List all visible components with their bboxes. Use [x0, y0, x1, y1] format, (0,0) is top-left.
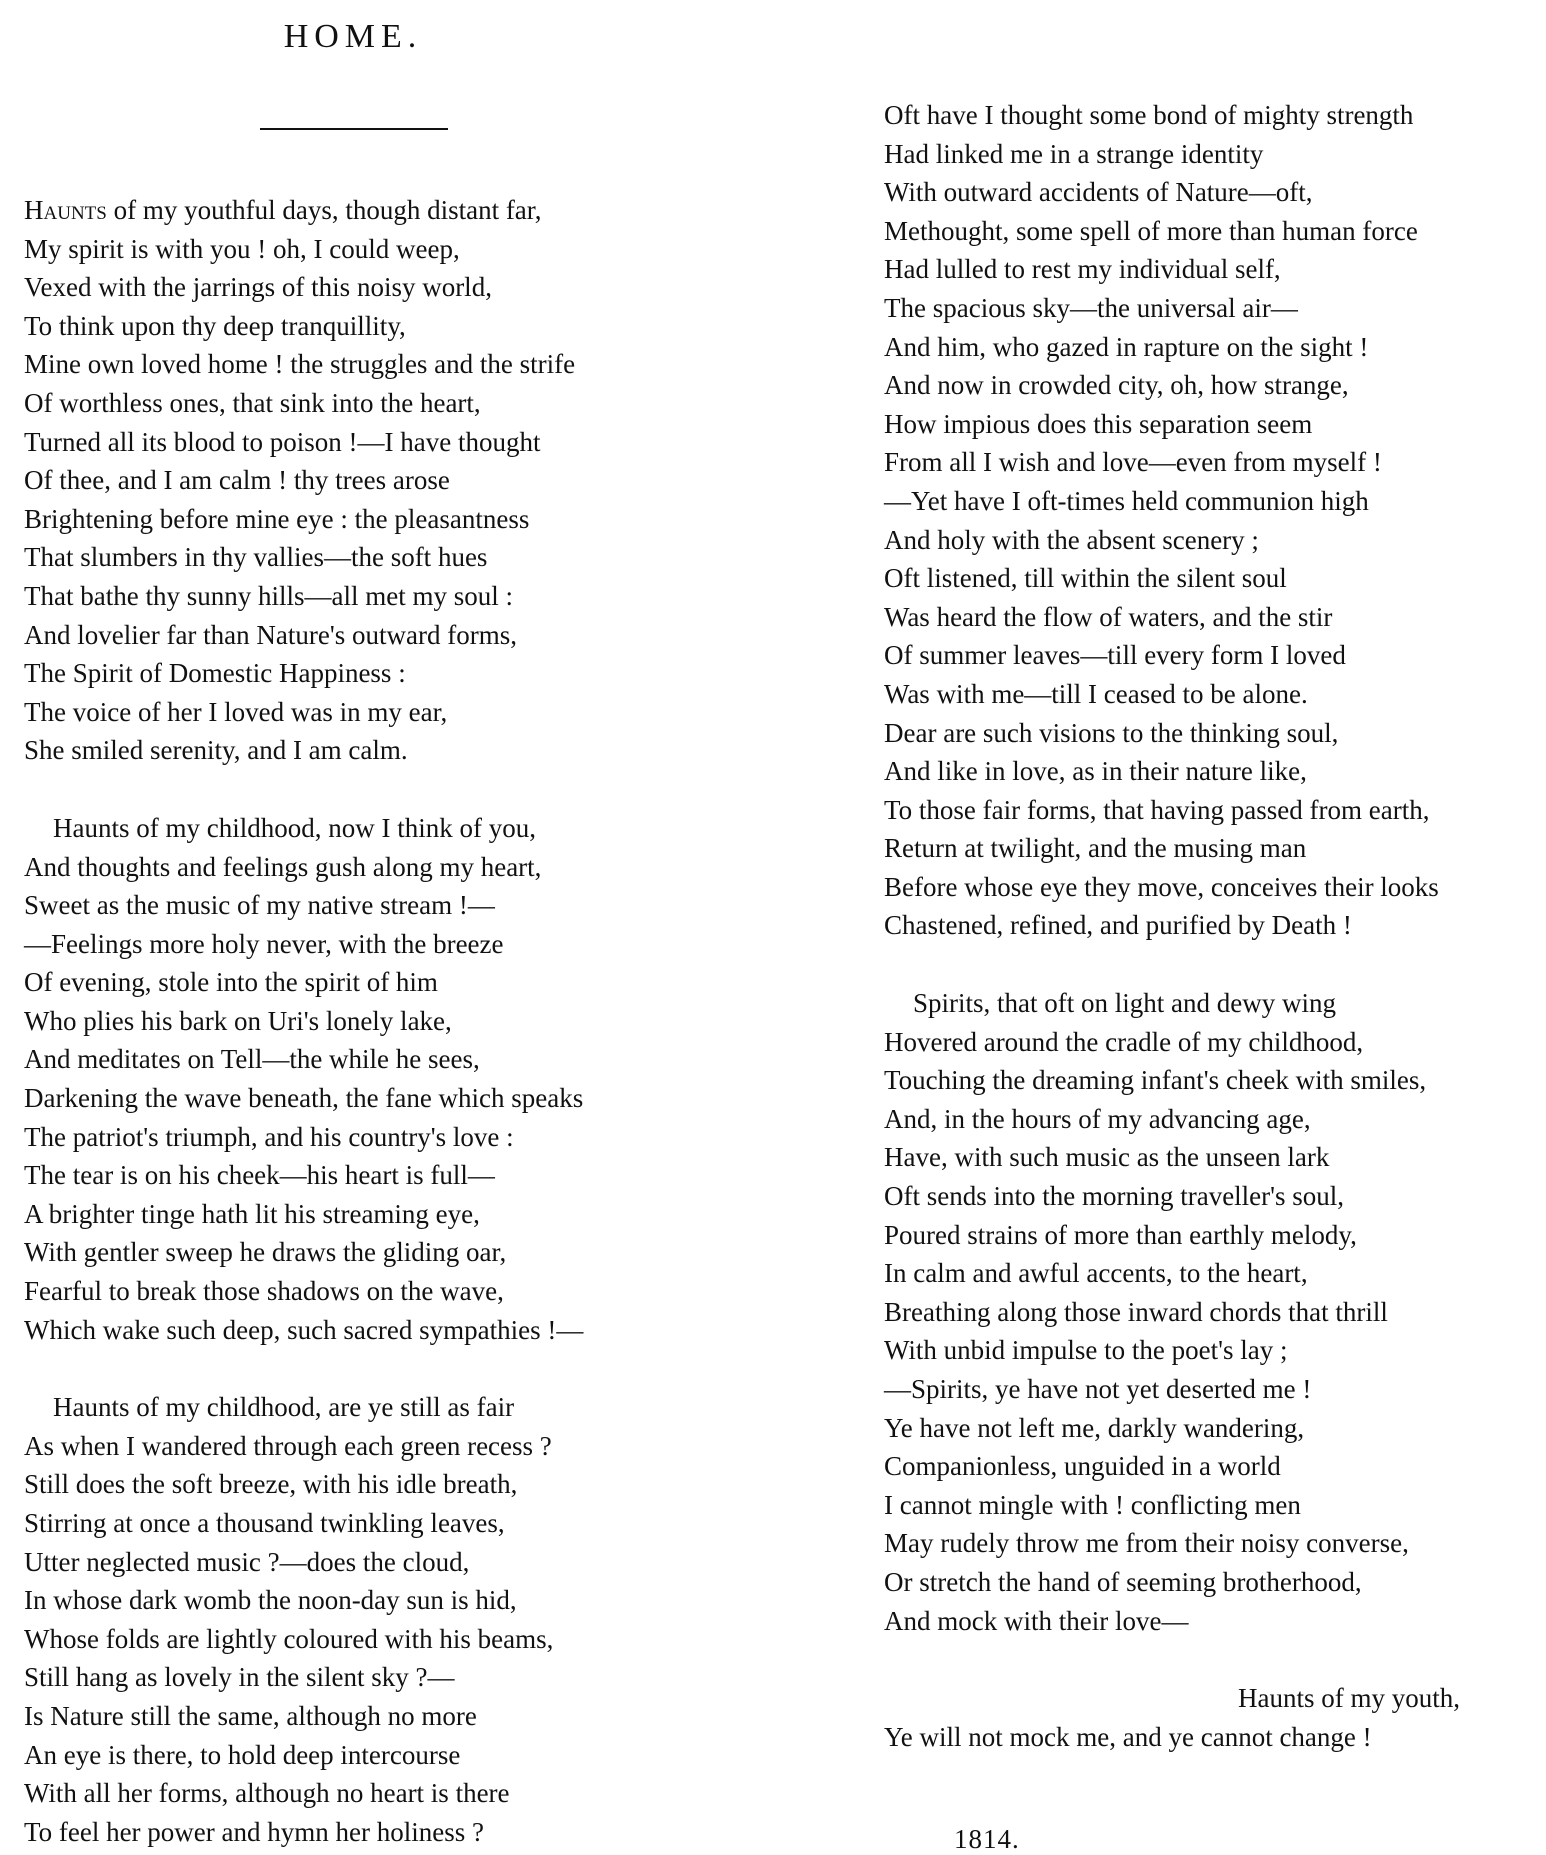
- right-column: [884, 96, 1460, 1756]
- opening-line-rest: of my youthful days, though distant far,: [106, 195, 542, 225]
- poem-line: Ye will not mock me, and ye cannot change !: [884, 1721, 1372, 1752]
- poem-line: And like in love, as in their nature like,: [884, 756, 1307, 787]
- poem-line: Of thee, and I am calm ! thy trees arose: [24, 465, 450, 496]
- stanza-3: [24, 1388, 583, 1851]
- stanza-1: [24, 191, 583, 770]
- poem-line: And thoughts and feelings gush along my heart,: [24, 851, 542, 882]
- poem-line: From all I wish and love—even from myself !: [884, 447, 1382, 478]
- poem-line: Of summer leaves—till every form I loved: [884, 640, 1346, 671]
- poem-line: She smiled serenity, and I am calm.: [24, 735, 408, 766]
- stanza-gap: [884, 1640, 1460, 1679]
- poem-line: Mine own loved home ! the struggles and the strife: [24, 349, 576, 380]
- poem-line: May rudely throw me from their noisy converse,: [884, 1528, 1409, 1559]
- poem-line: I cannot mingle with ! conflicting men: [884, 1489, 1301, 1520]
- stanza-gap: [884, 945, 1460, 984]
- poem-line: To those fair forms, that having passed from earth,: [884, 794, 1430, 825]
- poem-line: With unbid impulse to the poet's lay ;: [884, 1335, 1288, 1366]
- poem-line: The voice of her I loved was in my ear,: [24, 696, 448, 727]
- poem-line: Whose folds are lightly coloured with his beams,: [24, 1623, 554, 1654]
- poem-date: 1814.: [954, 1824, 1020, 1854]
- poem-line: Was with me—till I ceased to be alone.: [884, 678, 1308, 709]
- stanza-2: [24, 809, 583, 1349]
- poem-line: Touching the dreaming infant's cheek with smiles,: [884, 1065, 1427, 1096]
- poem-line: Oft sends into the morning traveller's soul,: [884, 1181, 1345, 1212]
- poem-line: Breathing along those inward chords that thrill: [884, 1296, 1388, 1327]
- poem-line: Haunts of my childhood, now I think of you,: [53, 812, 536, 843]
- poem-line: Darkening the wave beneath, the fane which speaks: [24, 1083, 584, 1114]
- poem-line: And, in the hours of my advancing age,: [884, 1103, 1311, 1134]
- poem-line: With outward accidents of Nature—oft,: [884, 177, 1313, 208]
- poem-line: Was heard the flow of waters, and the stir: [884, 601, 1333, 632]
- poem-line: Hovered around the cradle of my childhood,: [884, 1026, 1364, 1057]
- poem-line: With all her forms, although no heart is there: [24, 1778, 510, 1809]
- poem-line: Is Nature still the same, although no more: [24, 1700, 477, 1731]
- title-rule: [260, 128, 448, 130]
- poem-line: Stirring at once a thousand twinkling leaves,: [24, 1508, 505, 1538]
- poem-title: HOME.: [283, 18, 423, 55]
- stanza-gap: [24, 770, 583, 809]
- poem-line: In calm and awful accents, to the heart,: [884, 1258, 1308, 1289]
- poem-line: With gentler sweep he draws the gliding oar,: [24, 1237, 507, 1268]
- poem-line: A brighter tinge hath lit his streaming eye,: [24, 1198, 480, 1229]
- poem-line: Haunts of my childhood, are ye still as fair: [53, 1392, 515, 1423]
- poem-line: —Yet have I oft-times held communion high: [884, 485, 1369, 516]
- poem-line: Of worthless ones, that sink into the heart,: [24, 387, 481, 418]
- left-column: [24, 191, 583, 1851]
- poem-line: Spirits, that oft on light and dewy wing: [913, 988, 1336, 1019]
- poem-line: An eye is there, to hold deep intercourse: [24, 1739, 461, 1770]
- poem-line: Still hang as lovely in the silent sky ?—: [24, 1662, 455, 1693]
- small-caps-opening: Haunts: [24, 195, 107, 225]
- poem-line: That slumbers in thy vallies—the soft hues: [24, 542, 488, 573]
- poem-line: Oft have I thought some bond of mighty strength: [884, 100, 1414, 130]
- poem-line: Sweet as the music of my native stream !—: [24, 890, 495, 921]
- poem-line: Dear are such visions to the thinking soul,: [884, 717, 1339, 748]
- poem-line: Chastened, refined, and purified by Death !: [884, 910, 1352, 941]
- poem-line: And lovelier far than Nature's outward forms,: [24, 619, 517, 650]
- poem-line: —Feelings more holy never, with the breeze: [24, 928, 504, 959]
- closing-stanza: [884, 1679, 1460, 1756]
- poem-line: And meditates on Tell—the while he sees,: [24, 1044, 480, 1075]
- poem-line: And him, who gazed in rapture on the sight !: [884, 331, 1369, 362]
- stanza-4: [884, 96, 1460, 945]
- poem-line: Who plies his bark on Uri's lonely lake,: [24, 1005, 452, 1036]
- poem-line: The patriot's triumph, and his country's love :: [24, 1121, 514, 1152]
- poem-line: Still does the soft breeze, with his idle breath,: [24, 1469, 518, 1500]
- poem-line: Poured strains of more than earthly melody,: [884, 1219, 1357, 1250]
- poem-line: Companionless, unguided in a world: [884, 1451, 1281, 1482]
- poem-line: Fearful to break those shadows on the wave,: [24, 1276, 504, 1307]
- stanza-5: [884, 984, 1460, 1640]
- poem-line: That bathe thy sunny hills—all met my soul :: [24, 580, 513, 611]
- poem-line: Which wake such deep, such sacred sympathies !—: [24, 1314, 584, 1345]
- poem-line: To feel her power and hymn her holiness ?: [24, 1816, 484, 1847]
- poem-line: Turned all its blood to poison !—I have thought: [24, 426, 541, 457]
- poem-line: —Spirits, ye have not yet deserted me !: [884, 1374, 1312, 1404]
- poem-line: The Spirit of Domestic Happiness :: [24, 658, 406, 689]
- poem-line: The spacious sky—the universal air—: [884, 292, 1298, 323]
- poem-line: Ye have not left me, darkly wandering,: [884, 1412, 1305, 1443]
- poem-line: Had lulled to rest my individual self,: [884, 254, 1281, 285]
- poem-line: How impious does this separation seem: [884, 408, 1313, 439]
- poem-line: Haunts of my youth,: [1238, 1683, 1460, 1714]
- poem-line: The tear is on his cheek—his heart is full—: [24, 1160, 495, 1191]
- poem-line: And mock with their love—: [884, 1605, 1189, 1636]
- poem-line: Have, with such music as the unseen lark: [884, 1142, 1330, 1173]
- poem-line: Had linked me in a strange identity: [884, 138, 1264, 169]
- poem-line: Before whose eye they move, conceives their looks: [884, 871, 1439, 902]
- poem-line: To think upon thy deep tranquillity,: [24, 310, 406, 341]
- poem-line: Utter neglected music ?—does the cloud,: [24, 1546, 470, 1577]
- poem-line: Or stretch the hand of seeming brotherhood,: [884, 1566, 1362, 1597]
- poem-line: In whose dark womb the noon-day sun is hid,: [24, 1585, 517, 1616]
- poem-line: Oft listened, till within the silent soul: [884, 563, 1287, 594]
- poem-line: Vexed with the jarrings of this noisy world,: [24, 272, 492, 303]
- poem-line: Methought, some spell of more than human force: [884, 215, 1418, 246]
- poem-line: And now in crowded city, oh, how strange,: [884, 370, 1349, 401]
- poem-line: Return at twilight, and the musing man: [884, 833, 1307, 864]
- poem-line: [24, 191, 583, 230]
- poem-line: Of evening, stole into the spirit of him: [24, 967, 438, 998]
- poem-line: And holy with the absent scenery ;: [884, 524, 1259, 555]
- poem-line: Brightening before mine eye : the pleasantness: [24, 503, 530, 534]
- poem-line: As when I wandered through each green recess ?: [24, 1430, 552, 1461]
- stanza-gap: [24, 1349, 583, 1388]
- poem-line: My spirit is with you ! oh, I could weep,: [24, 233, 460, 264]
